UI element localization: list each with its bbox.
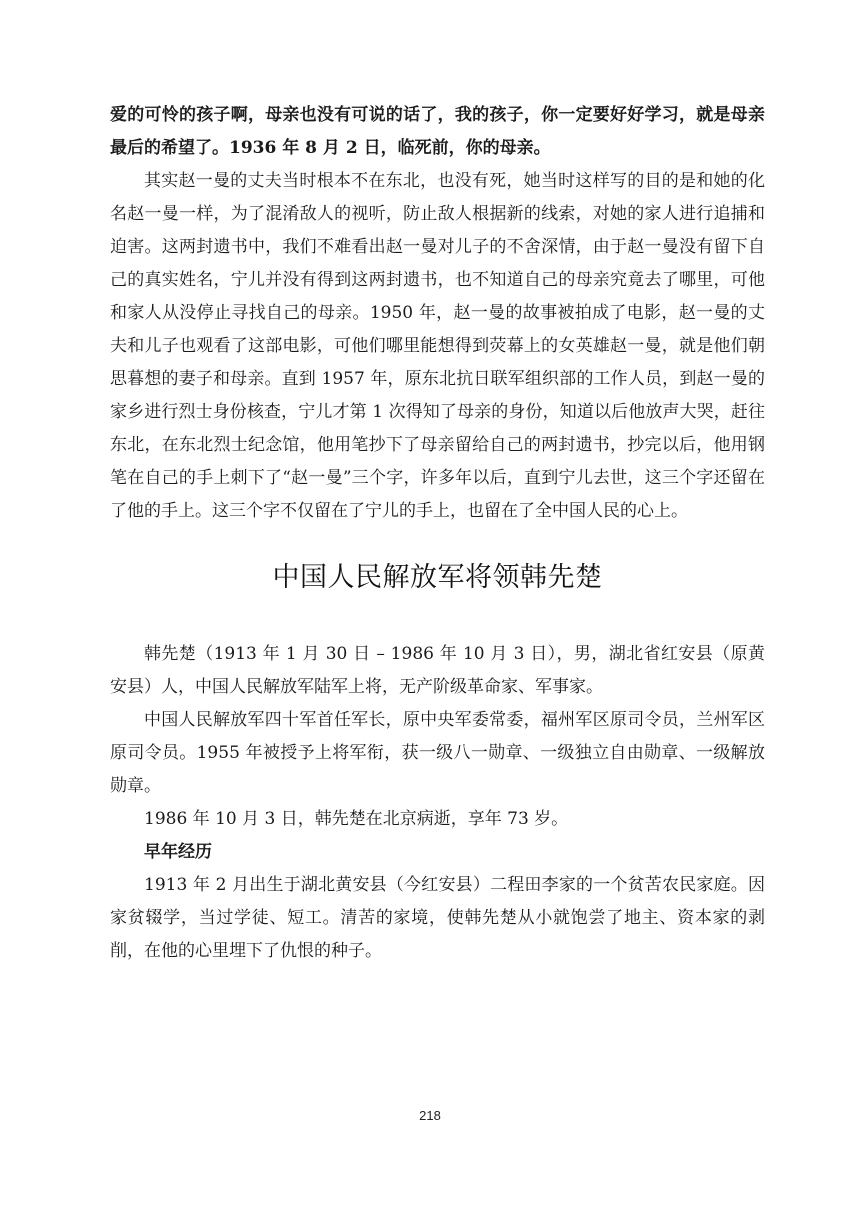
- page-number: 218: [419, 1108, 441, 1123]
- body-paragraph-intro: 韩先楚（1913 年 1 月 30 日 – 1986 年 10 月 3 日），男，湖北省红安县（原黄安县）人，中国人民解放军陆军上将，无产阶级革命家、军事家。: [110, 644, 765, 697]
- letter-closing-paragraph: 爱的可怜的孩子啊，母亲也没有可说的话了，我的孩子，你一定要好好学习，就是母亲最后的希望了。1936 年 8 月 2 日，临死前，你的母亲。: [110, 105, 765, 158]
- document-page: [110, 99, 765, 968]
- body-paragraph-career: 中国人民解放军四十军首任军长，原中央军委常委，福州军区原司令员，兰州军区原司令员。1955 年被授予上将军衔，获一级八一勋章、一级独立自由勋章、一级解放勋章。: [110, 710, 765, 796]
- subheading-early-life: 早年经历: [144, 842, 212, 862]
- body-paragraph-early-life: 1913 年 2 月出生于湖北黄安县（今红安县）二程田李家的一个贫苦农民家庭。因家贫辍学，当过学徒、短工。清苦的家境，使韩先楚从小就饱尝了地主、资本家的剥削，在他的心里埋下了仇恨的种子。: [110, 875, 765, 961]
- body-paragraph-death: 1986 年 10 月 3 日，韩先楚在北京病逝，享年 73 岁。: [144, 809, 569, 829]
- body-paragraph-zhao-yiman: 其实赵一曼的丈夫当时根本不在东北，也没有死，她当时这样写的目的是和她的化名赵一曼一样，为了混淆敌人的视听，防止敌人根据新的线索，对她的家人进行追捕和迫害。这两封遗书中，我们不难看出赵一曼对儿子的不舍深情，由于赵一曼没有留下自己的真实姓名，宁儿并没有得到这两封遗书，也不知道自己的母亲究竟去了哪里，可他和家人从没停止寻找自己的母亲。1950 年，赵一曼的故事被拍成了电影，赵一曼的丈夫和儿子也观看了这部电影，可他们哪里能想得到荧幕上的女英雄赵一曼，就是他们朝思暮想的妻子和母亲。直到 1957 年，原东北抗日联军组织部的工作人员，到赵一曼的家乡进行烈士身份核查，宁儿才第 1 次得知了母亲的身份，知道以后他放声大哭，赶往东北，在东北烈士纪念馆，他用笔抄下了母亲留给自己的两封遗书，抄完以后，他用钢笔在自己的手上刺下了“赵一曼”三个字，许多年以后，直到宁儿去世，这三个字还留在了他的手上。这三个字不仅留在了宁儿的手上，也留在了全中国人民的心上。: [110, 171, 765, 521]
- section-title: 中国人民解放军将领韩先楚: [272, 562, 603, 593]
